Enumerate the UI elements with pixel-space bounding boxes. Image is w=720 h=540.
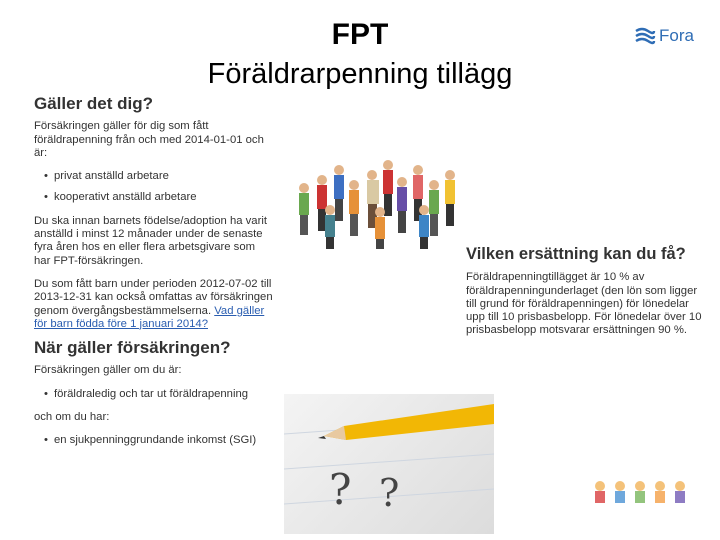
list-item: • en sjukpenninggrundande inkomst (SGI) (44, 434, 274, 447)
fora-logo-icon (634, 27, 656, 45)
bullet-list-2 (34, 388, 274, 401)
intro2-text: Försäkringen gäller om du är: (34, 364, 182, 377)
heading-ersattning: Vilken ersättning kan du få? (466, 245, 686, 263)
link-children-before-2014[interactable]: Vad gäller för barn födda före 1 januari 2014? (34, 304, 265, 330)
bullet-list-3 (34, 434, 274, 447)
fora-logo-text: Fora (659, 26, 694, 45)
slide-title: FPT (331, 18, 389, 51)
intro-text: Försäkringen gäller för dig som fått föräldrapenning från och med 2014-01-01 och är: (34, 120, 264, 159)
and-text: och om du har: (34, 411, 110, 424)
slide-subtitle: Föräldrarpenning tillägg (207, 58, 513, 90)
pencil-sketch (284, 394, 494, 534)
crowd-figurines-image (284, 140, 474, 250)
list-item: • privat anställd arbetare (44, 170, 274, 183)
heading-nar-galler: När gäller försäkringen? (34, 338, 231, 358)
left-column (34, 94, 274, 458)
list-item: • föräldraledig och tar ut föräldrapenning (44, 388, 274, 401)
ersattning-text: Föräldrapenningtillägget är 10 % av föräldrapenningunderlaget (den lön som ligger till grund för föräldrapenningen) för lönedelar upp till 10 prisbasbelopp. För lönedelar över 10 prisbasbelopp motsvarar ersättningen 90 %. (466, 271, 702, 337)
transition-text: Du som fått barn under perioden 2012-07-02 till 2013-12-31 kan också omfattas av försäkringen genom övergångsbestämmelserna. (34, 277, 273, 317)
list-item: • kooperativt anställd arbetare (44, 191, 274, 204)
fora-logo (634, 26, 694, 46)
svg-text:?: ? (329, 465, 352, 514)
bullet-list-1 (34, 170, 274, 205)
children-drawing-image (590, 478, 700, 514)
heading-galler-det-dig: Gäller det dig? (34, 94, 154, 113)
svg-text:?: ? (379, 471, 400, 515)
pencil-question-marks-image (284, 394, 494, 534)
right-column (466, 245, 706, 338)
paragraph-employment: Du ska innan barnets födelse/adoption ha varit anställd i minst 12 månader under de senaste fyra åren hos en eller flera arbetsgivare som har FPT-försäkringen. (34, 214, 267, 267)
paragraph-transition (34, 278, 274, 331)
